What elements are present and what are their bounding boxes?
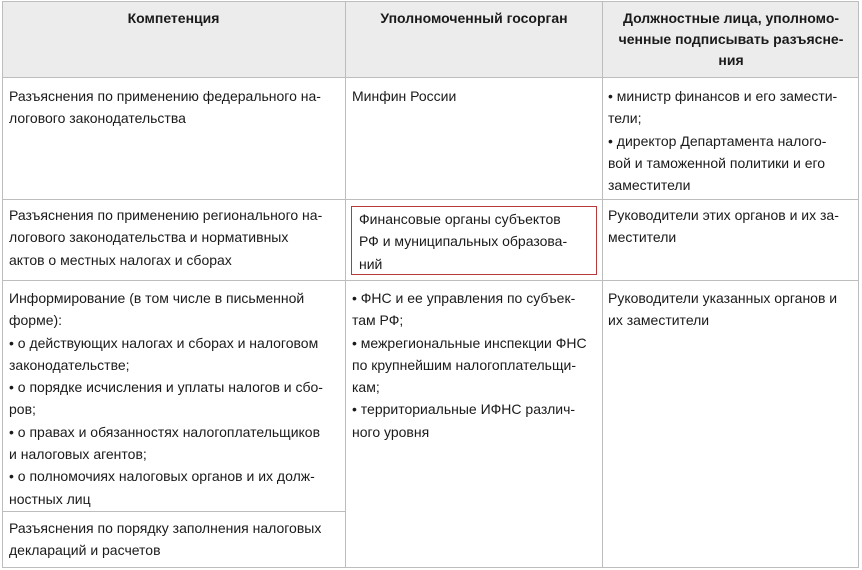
grid-line: [2, 280, 859, 281]
row2-competence: Разъяснения по применению регионального на- логового законодательства и нормативных актов о местных налогах и сборах: [9, 207, 323, 268]
row1-competence: Разъяснения по применению федерального на- логового законодательства: [9, 88, 321, 127]
row3-authority: • ФНС и ее управления по субъек- там РФ; • межрегиональные инспекции ФНС по крупнейшим налогоплательщи- кам; • территориальные ИФНС различ- ного уровня: [352, 290, 587, 440]
grid-line: [345, 1, 346, 568]
row1-officials: • министр финансов и его замести- тели; • директор Департамента налого- вой и таможенной политики и его заместители: [608, 88, 838, 194]
competence-table: [2, 1, 859, 568]
grid-line: [2, 1, 859, 2]
row3-officials: Руководители указанных органов и их заместители: [608, 290, 838, 329]
header-officials: Должностные лица, уполномо- ченные подписывать разъясне- ния: [618, 10, 844, 68]
grid-line: [858, 1, 859, 568]
grid-line: [2, 511, 345, 512]
grid-line: [2, 199, 859, 200]
grid-line: [602, 1, 603, 568]
header-authority: Уполномоченный госорган: [380, 10, 568, 26]
row3-competence: Информирование (в том числе в письменной форме): • о действующих налогах и сборах и налоговом законодательстве; • о порядке исчисления и уплаты налогов и сбо- ров; • о правах и обязанностях налогоплательщиков и налоговых агентов; • о полномочиях налоговых органов и их долж- ностных лиц: [9, 290, 323, 507]
row1-authority: Минфин России: [352, 88, 457, 104]
row4-competence: Разъяснения по порядку заполнения налоговых деклараций и расчетов: [9, 520, 322, 559]
row2-authority: Финансовые органы субъектов РФ и муниципальных образова- ний: [359, 211, 568, 272]
grid-line: [2, 77, 859, 78]
header-competence: Компетенция: [127, 10, 220, 26]
row2-officials: Руководители этих органов и их за- местители: [608, 207, 839, 246]
grid-line: [2, 1, 3, 568]
grid-line: [2, 567, 859, 568]
